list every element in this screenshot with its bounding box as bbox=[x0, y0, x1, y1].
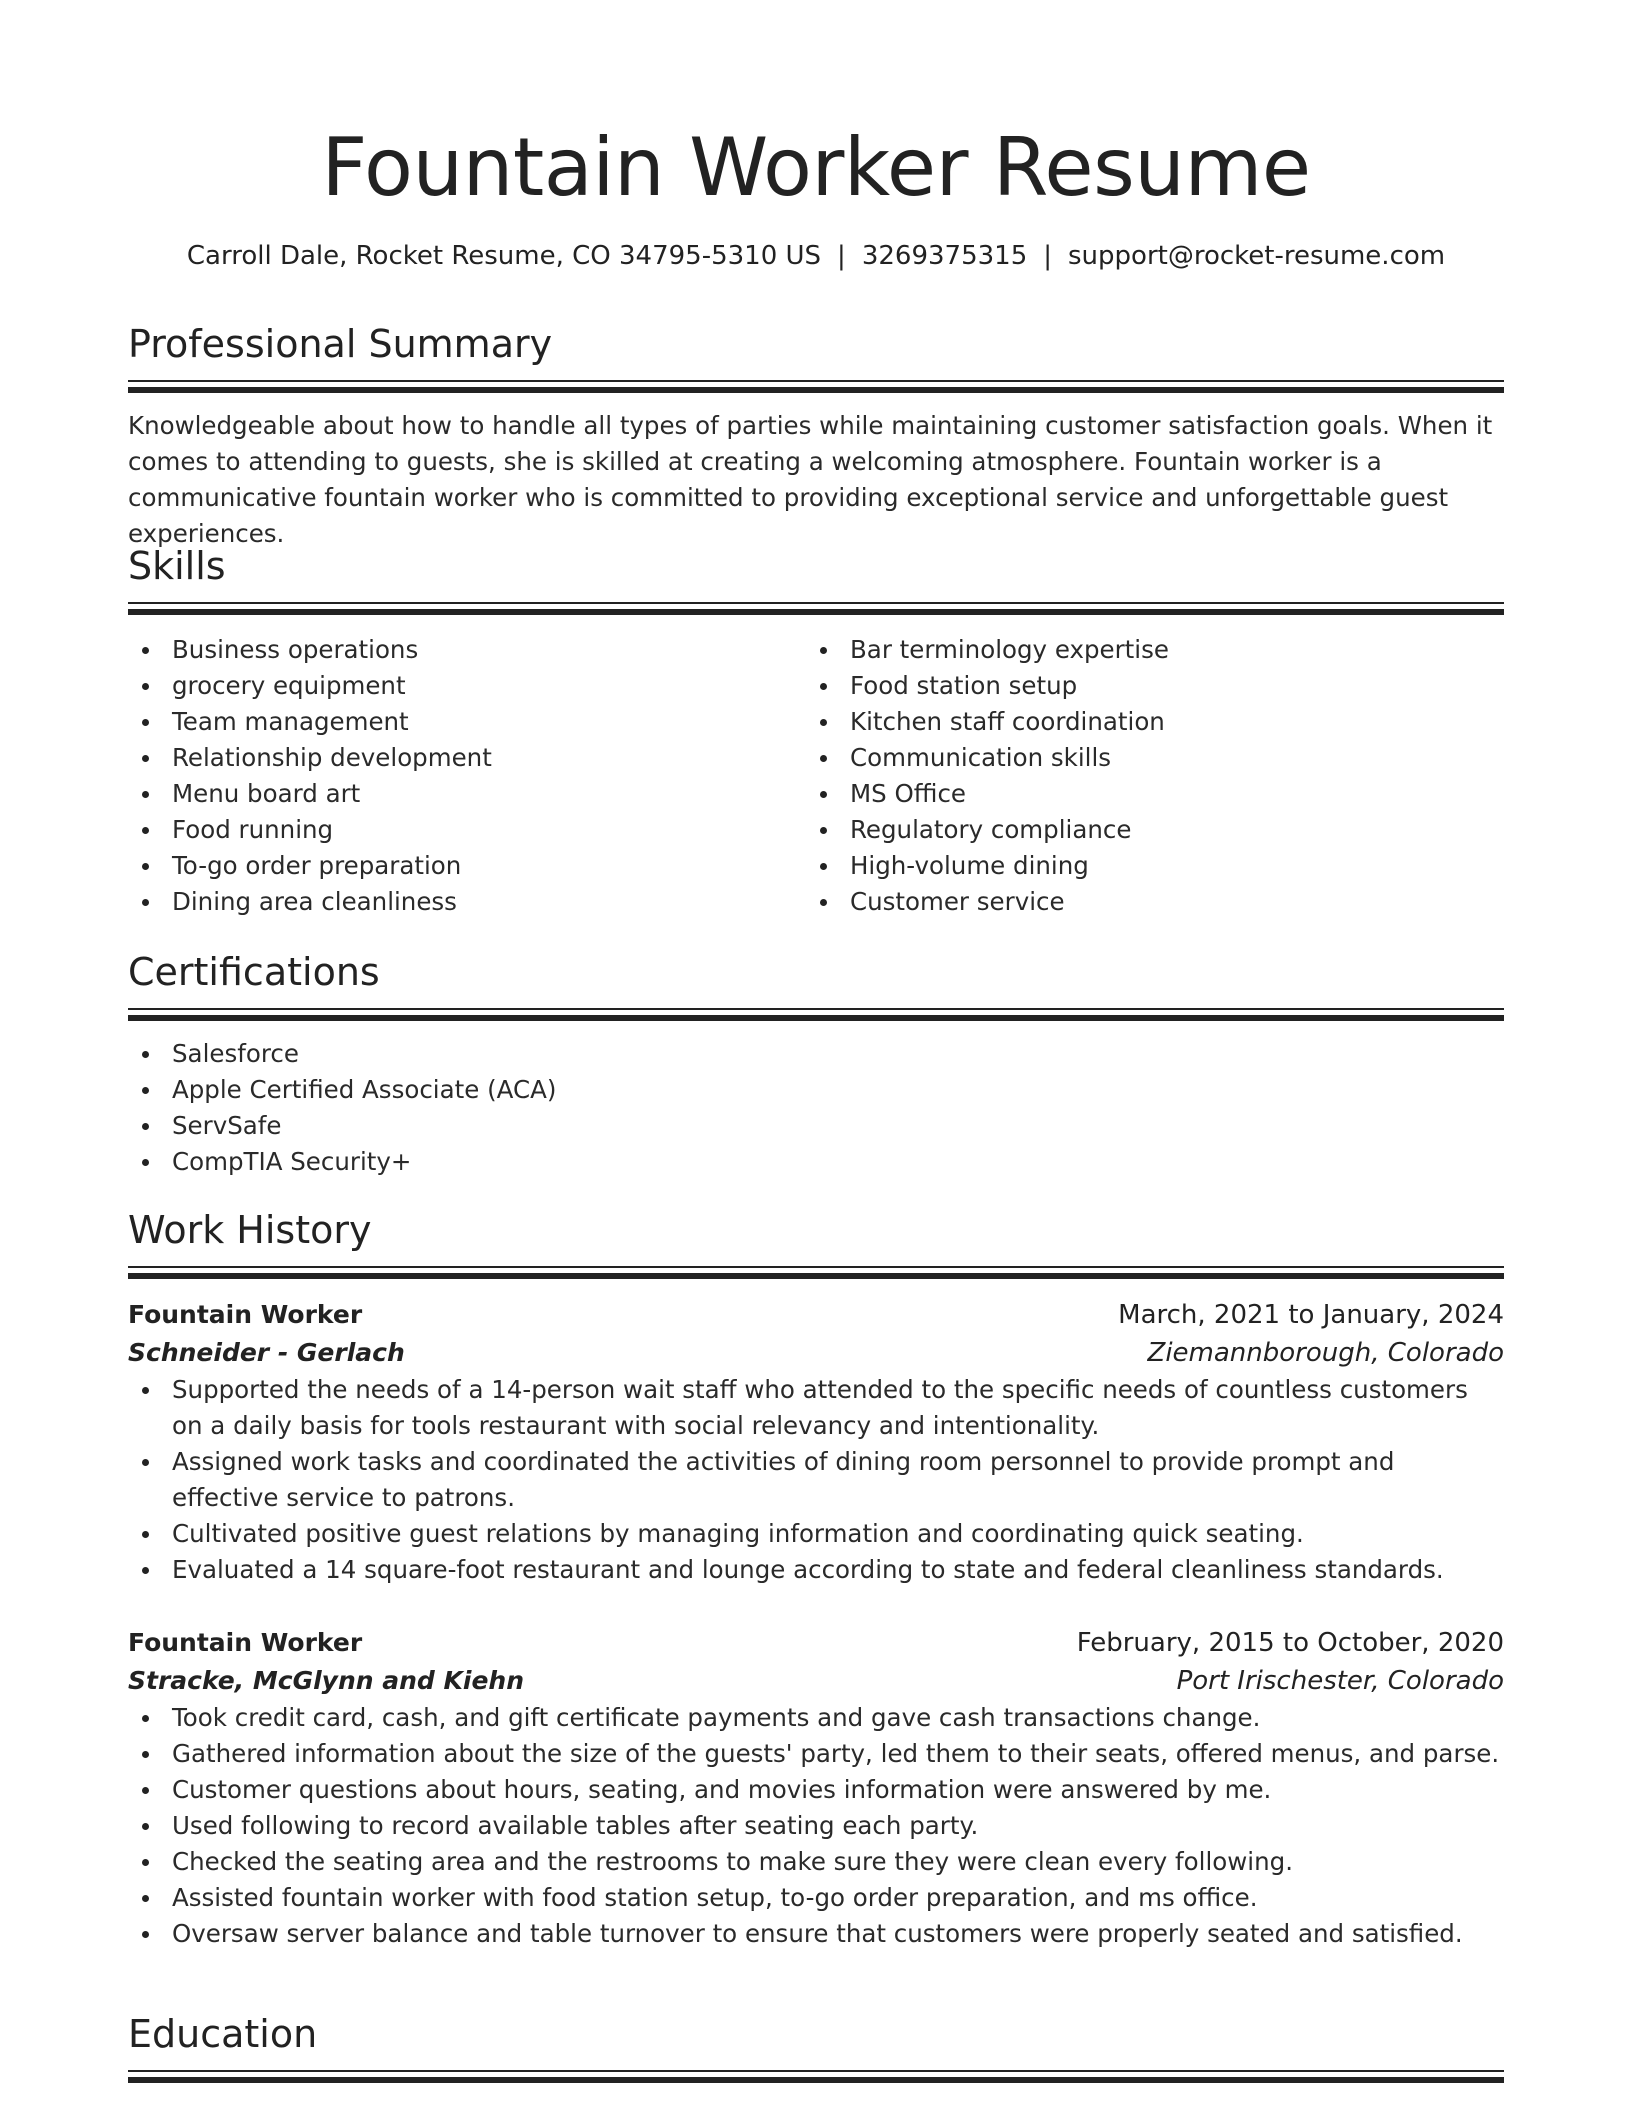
section-divider bbox=[128, 602, 1504, 616]
skill-item: Team management bbox=[128, 704, 806, 740]
contact-line bbox=[128, 238, 1504, 274]
education-heading: Education bbox=[128, 2012, 318, 2056]
skill-item: Food station setup bbox=[806, 668, 1484, 704]
section-divider bbox=[128, 1008, 1504, 1022]
job-bullet: Checked the seating area and the restrooms to make sure they were clean every following. bbox=[128, 1844, 1504, 1880]
skills-list-right bbox=[806, 632, 1484, 920]
resume-title: Fountain Worker Resume bbox=[321, 121, 1311, 214]
skills-list-left bbox=[128, 632, 806, 920]
job-bullet: Gathered information about the size of the guests' party, led them to their seats, offered menus, and parse. bbox=[128, 1736, 1504, 1772]
job-bullet: Took credit card, cash, and gift certificate payments and gave cash transactions change. bbox=[128, 1700, 1504, 1736]
job-bullet-list bbox=[128, 1700, 1504, 1952]
section-divider bbox=[128, 2070, 1504, 2084]
work-history-section bbox=[128, 1206, 1504, 1952]
skill-item: Relationship development bbox=[128, 740, 806, 776]
job-location: Port Irischester, Colorado bbox=[1176, 1666, 1504, 1696]
job-bullet: Cultivated positive guest relations by managing information and coordinating quick seating. bbox=[128, 1516, 1504, 1552]
skill-item: To-go order preparation bbox=[128, 848, 806, 884]
job-entry bbox=[128, 1624, 1504, 1952]
contact-separator: | bbox=[1043, 241, 1052, 271]
job-bullet: Used following to record available tables after seating each party. bbox=[128, 1808, 1504, 1844]
job-bullet: Assigned work tasks and coordinated the activities of dining room personnel to provide prompt and effective service to patrons. bbox=[128, 1444, 1504, 1516]
job-bullet: Customer questions about hours, seating, and movies information were answered by me. bbox=[128, 1772, 1504, 1808]
contact-address: Carroll Dale, Rocket Resume, CO 34795-5310 US bbox=[186, 241, 822, 271]
certification-item: Apple Certified Associate (ACA) bbox=[128, 1072, 1504, 1108]
job-bullet: Assisted fountain worker with food station setup, to-go order preparation, and ms office. bbox=[128, 1880, 1504, 1916]
job-company: Stracke, McGlynn and Kiehn bbox=[128, 1666, 525, 1695]
job-bullet: Supported the needs of a 14-person wait staff who attended to the specific needs of countless customers on a daily basis for tools restaurant with social relevancy and intentionality. bbox=[128, 1372, 1504, 1444]
skill-item: Bar terminology expertise bbox=[806, 632, 1484, 668]
summary-text: Knowledgeable about how to handle all types of parties while maintaining customer satisfaction goals. When it comes to attending to guests, she is skilled at creating a welcoming atmosphere. Fountain worker is a communicative fountain worker who is committed to providing exceptional service and unforgettable guest experiences. bbox=[128, 411, 1493, 548]
summary-heading: Professional Summary bbox=[128, 322, 553, 366]
job-bullet: Evaluated a 14 square-foot restaurant and lounge according to state and federal cleanliness standards. bbox=[128, 1552, 1504, 1588]
job-header-row bbox=[128, 1624, 1504, 1662]
certification-item: CompTIA Security+ bbox=[128, 1144, 1504, 1180]
skill-item: Menu board art bbox=[128, 776, 806, 812]
contact-email: support@rocket-resume.com bbox=[1068, 241, 1446, 271]
skills-grid bbox=[128, 632, 1504, 920]
job-entry bbox=[128, 1296, 1504, 1588]
skill-item: Regulatory compliance bbox=[806, 812, 1484, 848]
skill-item: MS Office bbox=[806, 776, 1484, 812]
skill-item: Food running bbox=[128, 812, 806, 848]
summary-section bbox=[128, 320, 1504, 552]
skill-item: Communication skills bbox=[806, 740, 1484, 776]
job-bullet: Oversaw server balance and table turnover to ensure that customers were properly seated and satisfied. bbox=[128, 1916, 1504, 1952]
section-divider bbox=[128, 1266, 1504, 1280]
certifications-list bbox=[128, 1036, 1504, 1180]
job-dates: March, 2021 to January, 2024 bbox=[1118, 1300, 1504, 1330]
work-history-heading: Work History bbox=[128, 1208, 372, 1252]
skill-item: grocery equipment bbox=[128, 668, 806, 704]
job-dates: February, 2015 to October, 2020 bbox=[1076, 1628, 1504, 1658]
job-location: Ziemannborough, Colorado bbox=[1147, 1338, 1504, 1368]
job-subheader-row bbox=[128, 1662, 1504, 1700]
job-header-row bbox=[128, 1296, 1504, 1334]
education-section bbox=[128, 2010, 1504, 2084]
job-company: Schneider - Gerlach bbox=[128, 1338, 405, 1367]
skill-item: Dining area cleanliness bbox=[128, 884, 806, 920]
job-bullet-list bbox=[128, 1372, 1504, 1588]
skills-section bbox=[128, 542, 1504, 920]
job-title: Fountain Worker bbox=[128, 1628, 363, 1657]
contact-phone: 3269375315 bbox=[861, 241, 1028, 271]
section-divider bbox=[128, 380, 1504, 394]
certification-item: ServSafe bbox=[128, 1108, 1504, 1144]
certifications-section bbox=[128, 948, 1504, 1180]
job-title: Fountain Worker bbox=[128, 1300, 363, 1329]
skill-item: High-volume dining bbox=[806, 848, 1484, 884]
certifications-heading: Certifications bbox=[128, 950, 380, 994]
contact-separator: | bbox=[837, 241, 846, 271]
certification-item: Salesforce bbox=[128, 1036, 1504, 1072]
skill-item: Customer service bbox=[806, 884, 1484, 920]
skills-heading: Skills bbox=[128, 544, 226, 588]
skill-item: Kitchen staff coordination bbox=[806, 704, 1484, 740]
skill-item: Business operations bbox=[128, 632, 806, 668]
job-subheader-row bbox=[128, 1334, 1504, 1372]
